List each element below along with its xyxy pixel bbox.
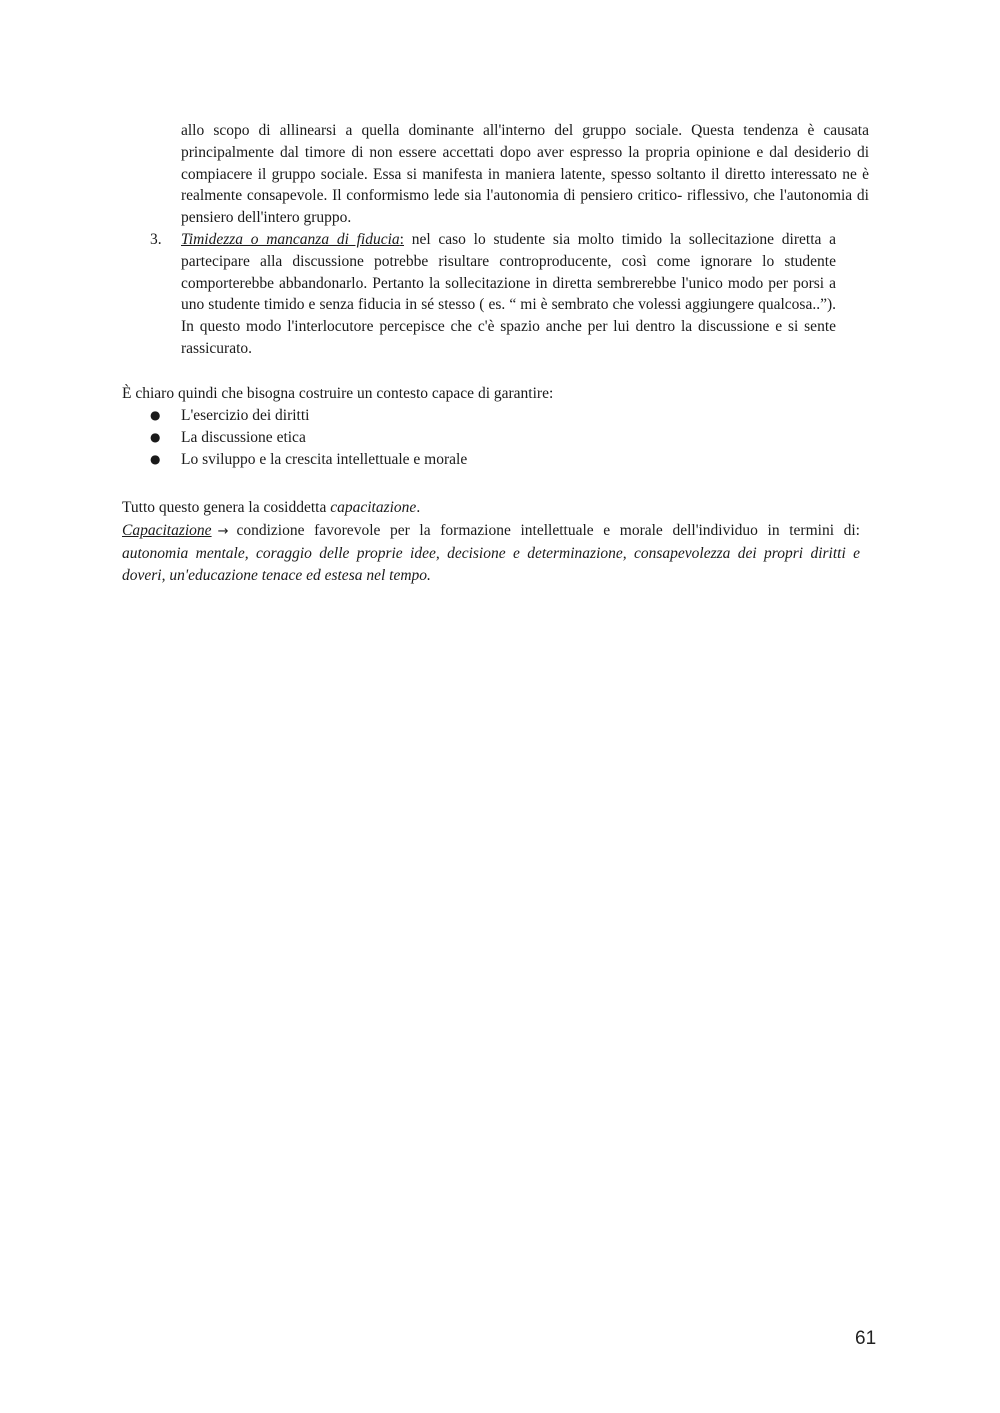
bullet-list	[150, 405, 467, 470]
bullet-text: L'esercizio dei diritti	[181, 407, 310, 424]
continuation-paragraph: allo scopo di allinearsi a quella dominante all'interno del gruppo sociale. Questa tendenza è causata principalmente dal timore di non essere accettati dopo aver espresso la propria opinione e dal desiderio di compiacere il gruppo sociale. Essa si manifesta in maniera latente, spesso soltanto il diretto interessato ne è realmente consapevole. Il conformismo lede sia l'autonomia di pensiero critico- riflessivo, che l'autonomia di pensiero dell'intero gruppo.	[181, 122, 869, 227]
list-item	[150, 405, 467, 427]
arrow-right-icon: →	[217, 524, 229, 539]
list-item-timidezza	[181, 229, 836, 360]
item-heading-colon: :	[399, 231, 404, 248]
definition-term: Capacitazione	[122, 522, 212, 539]
summary-prefix: Tutto questo genera la cosiddetta	[122, 499, 331, 516]
list-item	[150, 427, 467, 449]
bullet-icon: ●	[150, 429, 161, 444]
page-number: 61	[855, 1328, 877, 1349]
item-heading: Timidezza o mancanza di fiducia	[181, 231, 400, 248]
list-item-number: 3.	[150, 231, 162, 248]
bullet-icon: ●	[150, 408, 161, 422]
bullet-icon: ●	[150, 451, 161, 466]
item-text: nel caso lo studente sia molto timido la sollecitazione diretta a partecipare alla discussione potrebbe risultare controproducente, così come ignorare lo studente comporterebbe abbandonarlo. Pertanto la sollecitazione in diretta sembrerebbe l'unico modo per porsi a uno studente timido e senza fiducia in sé stesso ( es. “ mi è sembrato che volessi aggiungere qualcosa..”). In questo modo l'interlocutore percepisce che c'è spazio anche per lui dentro la discussione e si sente rassicurato.	[181, 231, 836, 357]
summary-line	[122, 497, 420, 519]
intro-line: È chiaro quindi che bisogna costruire un contesto capace di garantire:	[122, 385, 554, 402]
definition-qualities: autonomia mentale, coraggio delle proprie idee, decisione e determinazione, consapevolezza dei propri diritti e doveri, un'educazione tenace ed estesa nel tempo.	[122, 544, 860, 584]
bullet-text: Lo sviluppo e la crescita intellettuale e morale	[181, 450, 468, 468]
summary-suffix: .	[416, 499, 421, 516]
list-item	[150, 449, 467, 471]
bullet-text: La discussione etica	[181, 428, 306, 446]
summary-term: capacitazione	[330, 499, 417, 516]
definition-text: condizione favorevole per la formazione intellettuale e morale dell'individuo in termini di:	[236, 522, 860, 539]
capacitazione-definition	[122, 520, 860, 586]
